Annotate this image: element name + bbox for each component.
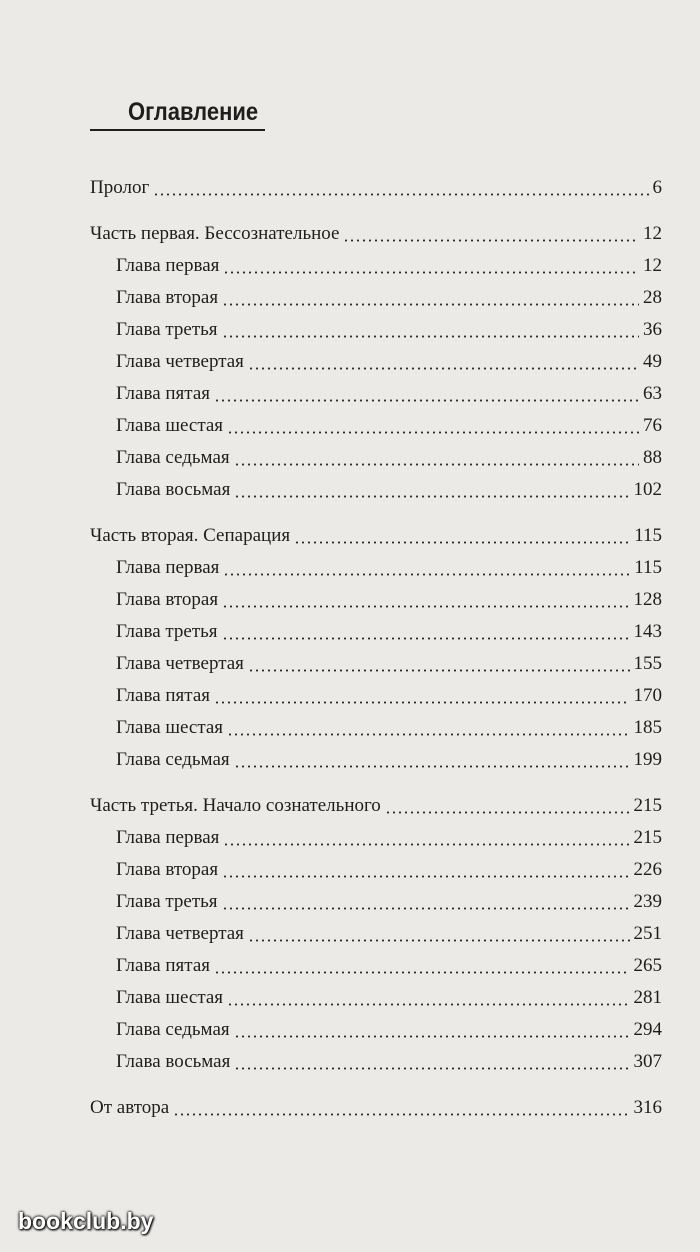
toc-entry-page: 199 [633, 749, 662, 770]
toc-entry-title: Глава первая [116, 827, 220, 848]
site-watermark: bookclub.by [18, 1208, 154, 1234]
toc-entry-title: Глава первая [116, 255, 220, 276]
toc-entry-page: 185 [633, 717, 662, 738]
toc-entry-page: 12 [643, 223, 662, 244]
toc-entry-title: Глава третья [116, 319, 218, 340]
toc-entry-part-three [90, 792, 662, 820]
toc-entry-chapter [116, 920, 662, 948]
toc-entry-title: Глава пятая [116, 955, 210, 976]
toc-entry-title: Глава седьмая [116, 1019, 230, 1040]
toc-entry-page: 115 [634, 557, 662, 578]
toc-entry-title: Глава четвертая [116, 653, 244, 674]
toc-entry-page: 63 [643, 383, 662, 404]
dot-leader [227, 998, 629, 1006]
toc-entry-chapter [116, 984, 662, 1012]
dot-leader [222, 870, 629, 878]
dot-leader [227, 426, 639, 434]
toc-entry-chapter [116, 1016, 662, 1044]
toc-entry-title: Глава вторая [116, 859, 219, 880]
toc-entry-chapter [116, 316, 662, 344]
dot-leader [153, 188, 648, 196]
toc-entry-title: Глава вторая [116, 589, 219, 610]
toc-entry-chapter [116, 650, 662, 678]
toc-entry-title: Глава третья [116, 621, 218, 642]
dot-leader [223, 266, 639, 274]
toc-entry-prologue [90, 174, 662, 202]
dot-leader [214, 966, 630, 974]
toc-heading-block [90, 98, 390, 138]
toc-entry-chapter [116, 682, 662, 710]
toc-entry-page: 6 [652, 177, 662, 198]
toc-entry-chapter [116, 1048, 662, 1076]
toc-entry-part-one [90, 220, 662, 248]
toc-entry-chapter [116, 746, 662, 774]
toc-entry-title: Глава первая [116, 557, 220, 578]
toc-entry-page: 281 [633, 987, 662, 1008]
toc-entry-page: 76 [643, 415, 662, 436]
toc-entry-title: Глава шестая [116, 987, 224, 1008]
toc-entry-page: 143 [633, 621, 662, 642]
dot-leader [343, 234, 639, 242]
toc-entry-chapter [116, 888, 662, 916]
toc-entry-page: 215 [633, 795, 662, 816]
toc-entry-page: 102 [633, 479, 662, 500]
toc-entry-page: 239 [633, 891, 662, 912]
toc-entry-page: 128 [633, 589, 662, 610]
toc-entry-page: 115 [634, 525, 662, 546]
dot-leader [248, 934, 630, 942]
heading-underline [90, 129, 265, 131]
dot-leader [234, 760, 630, 768]
toc-entry-chapter [116, 252, 662, 280]
dot-leader [222, 600, 629, 608]
toc-entry-title: Глава шестая [116, 717, 224, 738]
toc-entry-title: Глава восьмая [116, 479, 231, 500]
toc-entry-page: 88 [643, 447, 662, 468]
toc-entry-page: 307 [633, 1051, 662, 1072]
toc-entry-page: 155 [633, 653, 662, 674]
dot-leader [173, 1108, 629, 1116]
toc-entry-page: 170 [633, 685, 662, 706]
toc-entry-title: Часть третья. Начало сознательного [90, 795, 381, 816]
toc-entry-page: 12 [643, 255, 662, 276]
toc-entry-part-two [90, 522, 662, 550]
toc-entry-chapter [116, 554, 662, 582]
toc-entry-title: От автора [90, 1097, 170, 1118]
toc-entry-page: 251 [633, 923, 662, 944]
toc-entry-page: 36 [643, 319, 662, 340]
toc-heading: Оглавление [128, 98, 259, 126]
dot-leader [234, 458, 639, 466]
dot-leader [248, 664, 630, 672]
dot-leader [294, 536, 630, 544]
toc-entry-title: Пролог [90, 177, 150, 198]
dot-leader [223, 568, 630, 576]
toc-entry-page: 316 [633, 1097, 662, 1118]
toc-entry-chapter [116, 952, 662, 980]
toc-entry-title: Глава четвертая [116, 923, 244, 944]
toc-entry-chapter [116, 856, 662, 884]
toc-entry-chapter [116, 444, 662, 472]
toc-entry-title: Глава седьмая [116, 749, 230, 770]
toc-entry-page: 49 [643, 351, 662, 372]
dot-leader [223, 838, 629, 846]
toc-entry-title: Глава шестая [116, 415, 224, 436]
dot-leader [214, 696, 630, 704]
dot-leader [234, 490, 629, 498]
toc-entry-chapter [116, 714, 662, 742]
dot-leader [227, 728, 629, 736]
toc-entry-title: Глава вторая [116, 287, 219, 308]
toc-entry-chapter [116, 824, 662, 852]
toc-entry-title: Глава третья [116, 891, 218, 912]
dot-leader [385, 806, 630, 814]
toc-entry-chapter [116, 348, 662, 376]
toc-entry-chapter [116, 618, 662, 646]
toc-entry-title: Глава четвертая [116, 351, 244, 372]
toc-entry-chapter [116, 476, 662, 504]
toc-entry-chapter [116, 284, 662, 312]
toc-entry-page: 28 [643, 287, 662, 308]
dot-leader [248, 362, 639, 370]
toc-entry-title: Глава пятая [116, 383, 210, 404]
dot-leader [234, 1030, 630, 1038]
dot-leader [222, 330, 639, 338]
toc-entry-page: 294 [633, 1019, 662, 1040]
toc-entry-page: 226 [633, 859, 662, 880]
toc-entry-title: Глава пятая [116, 685, 210, 706]
toc-entry-page: 215 [633, 827, 662, 848]
toc-entry-title: Часть первая. Бессознательное [90, 223, 340, 244]
toc-entry-afterword [90, 1094, 662, 1122]
toc-entry-title: Глава восьмая [116, 1051, 231, 1072]
dot-leader [222, 902, 630, 910]
toc-entry-title: Часть вторая. Сепарация [90, 525, 291, 546]
toc-entry-chapter [116, 412, 662, 440]
dot-leader [234, 1062, 629, 1070]
toc-entry-title: Глава седьмая [116, 447, 230, 468]
toc-entry-chapter [116, 380, 662, 408]
toc-entry-page: 265 [633, 955, 662, 976]
dot-leader [214, 394, 639, 402]
dot-leader [222, 298, 639, 306]
toc-entry-chapter [116, 586, 662, 614]
dot-leader [222, 632, 630, 640]
